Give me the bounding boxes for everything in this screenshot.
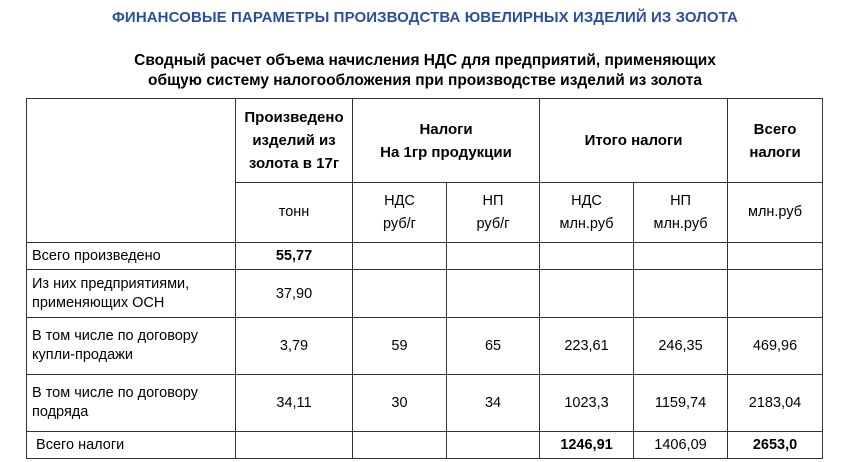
cell-nds-rate (353, 243, 447, 270)
cell-np-total (634, 270, 728, 318)
row-label (27, 270, 236, 318)
header-all-taxes-line-2: налоги (749, 143, 801, 161)
cell-tons: 37,90 (236, 270, 353, 318)
row-label: Всего налоги (27, 432, 236, 459)
unit-nds-rate-line-2: руб/г (383, 215, 416, 232)
cell-tons: 3,79 (236, 318, 353, 375)
cell-nds-rate (353, 432, 447, 459)
cell-np-total: 1406,09 (634, 432, 728, 459)
caption-line-2: общую систему налогообложения при производстве изделий из золота (148, 72, 702, 89)
page-title: ФИНАНСОВЫЕ ПАРАМЕТРЫ ПРОИЗВОДСТВА ЮВЕЛИРНЫХ ИЗДЕЛИЙ ИЗ ЗОЛОТА (112, 9, 738, 26)
cell-nds-total (540, 243, 634, 270)
cell-all-total (728, 243, 823, 270)
row-label-line-1: В том числе по договору (32, 328, 198, 344)
cell-nds-rate: 59 (353, 318, 447, 375)
cell-tons (236, 432, 353, 459)
cell-all-total (728, 270, 823, 318)
header-taxes-line-1: Налоги (419, 120, 473, 138)
table-row (27, 318, 823, 375)
cell-np-rate (447, 432, 540, 459)
cell-nds-total: 223,61 (540, 318, 634, 375)
row-label-line-2: применяющих ОСН (32, 294, 165, 311)
header-all-taxes (728, 99, 823, 183)
cell-nds-rate (353, 270, 447, 318)
cell-all-total: 469,96 (728, 318, 823, 375)
unit-all-total: млн.руб (728, 183, 823, 243)
header-produced-line-3: золота в 17г (248, 155, 340, 172)
row-label-line-1: Из них предприятиями, (32, 275, 190, 292)
unit-np-rate-line-1: НП (482, 192, 504, 209)
cell-np-rate (447, 243, 540, 270)
cell-np-rate: 65 (447, 318, 540, 375)
cell-all-total: 2183,04 (728, 375, 823, 432)
unit-np-rate-line-2: руб/г (476, 215, 510, 232)
header-taxes-per-gram (353, 99, 540, 183)
header-row (27, 99, 823, 183)
header-empty-cell (27, 99, 236, 243)
cell-nds-total: 1246,91 (540, 432, 634, 459)
unit-np-total (634, 183, 728, 243)
total-row (27, 432, 823, 459)
header-produced (236, 99, 353, 183)
cell-np-total: 246,35 (634, 318, 728, 375)
unit-nds-total-line-2: млн.руб (559, 215, 614, 232)
row-label-line-1: В том числе по договору (32, 385, 198, 401)
vat-summary-table (26, 98, 823, 459)
unit-nds-rate (353, 183, 447, 243)
unit-np-total-line-2: млн.руб (653, 215, 708, 232)
table-row (27, 375, 823, 432)
cell-nds-total (540, 270, 634, 318)
row-label (27, 375, 236, 432)
row-label-line-2: подряда (32, 404, 89, 420)
cell-np-rate (447, 270, 540, 318)
cell-tons: 34,11 (236, 375, 353, 432)
unit-tons: тонн (236, 183, 353, 243)
row-label-line-2: купли-продажи (32, 347, 133, 363)
cell-np-total (634, 243, 728, 270)
header-produced-line-2: изделий из (252, 132, 336, 149)
unit-np-total-line-1: НП (670, 192, 691, 209)
cell-tons: 55,77 (236, 243, 353, 270)
cell-nds-rate: 30 (353, 375, 447, 432)
table-row (27, 270, 823, 318)
unit-nds-total (540, 183, 634, 243)
caption-line-1: Сводный расчет объема начисления НДС для предприятий, применяющих (134, 52, 716, 69)
table-caption (0, 51, 850, 91)
header-total-taxes: Итого налоги (540, 99, 728, 183)
cell-np-total: 1159,74 (634, 375, 728, 432)
header-all-taxes-line-1: Всего (753, 120, 797, 138)
cell-nds-total: 1023,3 (540, 375, 634, 432)
unit-np-rate (447, 183, 540, 243)
cell-np-rate: 34 (447, 375, 540, 432)
table-row (27, 243, 823, 270)
header-taxes-line-2: На 1гр продукции (380, 143, 512, 161)
unit-nds-total-line-1: НДС (571, 192, 602, 209)
cell-all-total: 2653,0 (728, 432, 823, 459)
row-label: Всего произведено (27, 243, 236, 270)
header-produced-line-1: Произведено (244, 109, 344, 126)
unit-nds-rate-line-1: НДС (384, 192, 415, 209)
row-label (27, 318, 236, 375)
